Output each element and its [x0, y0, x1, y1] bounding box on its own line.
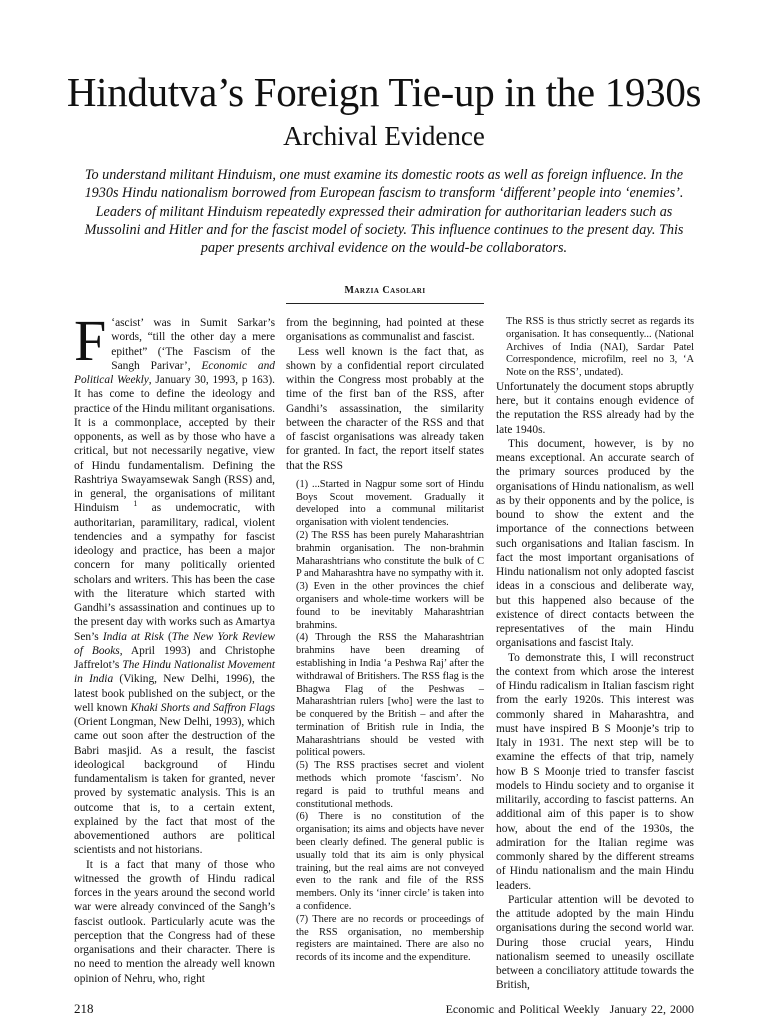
text-run: (Orient Longman, New Delhi, 1993), which came out soon after the destruction of the Babri masjid. As a result, the fascist ideological background of Hindu fundamentalism is taken for granted, never proved by systematic analysis. This is an outcome that is, to a certain extent, explained by the fact that most of the abovementioned authors are political scientists and not historians. [74, 716, 275, 857]
paragraph: Unfortunately the document stops abruptly here, but it contains enough evidence of the reputation the RSS already had by the late 1940s. [496, 380, 694, 436]
quote-item: The RSS is thus strictly secret as regards its organisation. It has consequently... (National Archives of India (NAI), Sardar Patel Correspondence, microfilm, reel no 3, ‘A Note on the RSS’, undated). [506, 316, 694, 379]
article-title: Hindutva’s Foreign Tie-up in the 1930s [66, 69, 702, 115]
abstract: To understand militant Hinduism, one must examine its domestic roots as well as foreign influence. In the 1930s Hindu nationalism borrowed from European fascism to transform ‘different’ people into ‘enemies’. Leaders of militant Hinduism repeatedly expressed their admiration for authoritarian leaders such as Mussolini and Hitler and for the fascist model of society. This influence continues to the present day. This paper presents archival evidence on the would-be collaborators. [84, 167, 684, 257]
quote-item: (1) ...Started in Nagpur some sort of Hindu Boys Scout movement. Gradually it developed into a communal militarist organisation with violent tendencies. [296, 478, 484, 529]
quote-item: (3) Even in the other provinces the chief organisers and whole-time workers will be found to be inevitably Maharashtrian brahmins. [296, 581, 484, 631]
book-title: The Hindu Nationalist Movement in India [74, 659, 275, 686]
quote-item: (4) Through the RSS the Maharashtrian brahmins have been dreaming of establishing in India ‘a Peshwa Raj’ after the withdrawal of Britishers. The RSS flag is the Bhagwa Flag of the Peshwas – Maharashtrian rulers [who] were the last to be conquered by the British – and after the termination of British rule in India, the Maharashtrians should be vested with political powers. [296, 632, 484, 759]
paragraph: This document, however, is by no means exceptional. An accurate search of the primary sources produced by the organisations of Hindu nationalism, as well as by their opponents and by the police, is bound to show the extent and the importance of the connections between such organisations and Italian fascism. In fact the most important organisations of Hindu nationalism not only adopted fascist ideas in a conscious and deliberate way, but this happened also because of the existence of direct contacts between the representatives of the main Hindu organisations and fascist Italy. [496, 437, 694, 650]
page-number: 218 [74, 1001, 94, 1016]
quote-item: (2) The RSS has been purely Maharashtrian brahmin organisation. The non-brahmin Maharashtrians who constitute the bulk of C P and Maharashtra have no sympathy with it. [296, 529, 484, 580]
opening-quote: ‘ [111, 317, 116, 329]
footnote-marker: 1 [133, 499, 138, 509]
column-3 [496, 316, 694, 992]
drop-cap: F [74, 308, 107, 373]
column-2 [286, 316, 484, 976]
quote-item: (7) There are no records or proceedings of the RSS organisation, no membership registers are maintained. There are also no records of its income and the expenditure. [296, 913, 484, 964]
journal-citation: Economic and Political Weekly [74, 359, 275, 386]
text-run: (Viking, New Delhi, 1996), the latest book published on the subject, or the well known [74, 673, 275, 714]
issue-date: January 22, 2000 [609, 1002, 694, 1016]
block-quote-continued [496, 316, 694, 380]
author-byline: Marzia Casolari [344, 285, 426, 296]
paragraph: from the beginning, had pointed at these organisations as communalist and fascist. [286, 317, 484, 344]
text-run: , January 30, 1993, p 163). It has come to define the ideology and practice of the Hindu militant organisations. It is a commonplace, accepted by their opponents, as well as by those who have a critical, but not necessarily negative, view of Hindu fundamentalism. Defining the Rashtriya Swayamsewak Sangh (RSS) and, in general, the organisations of militant Hinduism [74, 374, 275, 515]
paragraph: To demonstrate this, I will reconstruct the context from which arose the interest of Hindu radicalism in Italian fascism right from the early 1920s. This interest was commonly shared in Maharashtra, and must have inspired B S Moonje’s trip to Italy in 1931. The next step will be to examine the effects of that trip, namely how B S Moonje tried to transfer fascist models to Hindu society and to organise it militarily, according to fascist patterns. An additional aim of this paper is to show how, about the end of the 1930s, the admiration for the Italian regime was commonly shared by the different streams of Hindu nationalism and the main Hindu leaders. [496, 651, 694, 892]
column-1 [74, 308, 275, 985]
quote-item: (5) The RSS practises secret and violent methods which promote ‘fascism’. No regard is paid to truthful means and constitutional methods. [296, 760, 484, 810]
book-title: India at Risk [102, 630, 164, 643]
running-footer [436, 1002, 694, 1017]
book-title: Khaki Shorts and Saffron Flags [130, 701, 275, 714]
text-run: , April 1993) and Christophe Jaffrelot’s [74, 644, 275, 671]
block-quote [286, 479, 484, 965]
journal-citation: The New York Review of Books [74, 630, 275, 657]
text-run: ( [163, 630, 172, 643]
paragraph: It is a fact that many of those who witnessed the growth of Hindu radical forces in the years around the second world war were already convinced of the Sangh’s fascist outlook. Particularly acute was the perception that the Congress had of these organisations and their character. There is no need to mention the already well known opinion of Nehru, who, right [74, 858, 275, 985]
text-run: as undemocratic, with authoritarian, paramilitary, radical, violent tendencies and a sympathy for fascist ideology and practice, has been a major concern for many politically oriented scholars and writers. This has been the case with the literature which started with Gandhi’s assassination and continues up to the present day with works such as Amartya Sen’s [74, 502, 275, 643]
quote-item: (6) There is no constitution of the organisation; its aims and objects have never been clearly defined. The general public is usually told that its aim is only physical training, but the real aims are not conveyed even to the rank and file of the RSS members. Only its ‘inner circle’ is taken into a confidence. [296, 811, 484, 913]
byline-divider [286, 303, 484, 304]
paragraph: Particular attention will be devoted to the attitude adopted by the main Hindu organisations during the second world war. During those crucial years, Hindu nationalism seemed to uneasily oscillate between a conciliatory attitude towards the British, [496, 893, 694, 992]
text-run: ascist’ was in Sumit Sarkar’s words, “till the other day a mere epithet” (‘The Fascism of the Sangh Parivar’, [111, 317, 275, 372]
paragraph [74, 308, 275, 858]
paragraph: Less well known is the fact that, as shown by a confidential report circulated within the Congress most probably at the time of the first ban of the RSS, after Gandhi’s assassination, the similarity between the character of the RSS and that of fascist organisations was already taken for granted. In fact, the report itself states that the RSS [286, 345, 484, 472]
journal-name: Economic and Political Weekly [445, 1002, 600, 1016]
article-subtitle: Archival Evidence [283, 121, 485, 151]
